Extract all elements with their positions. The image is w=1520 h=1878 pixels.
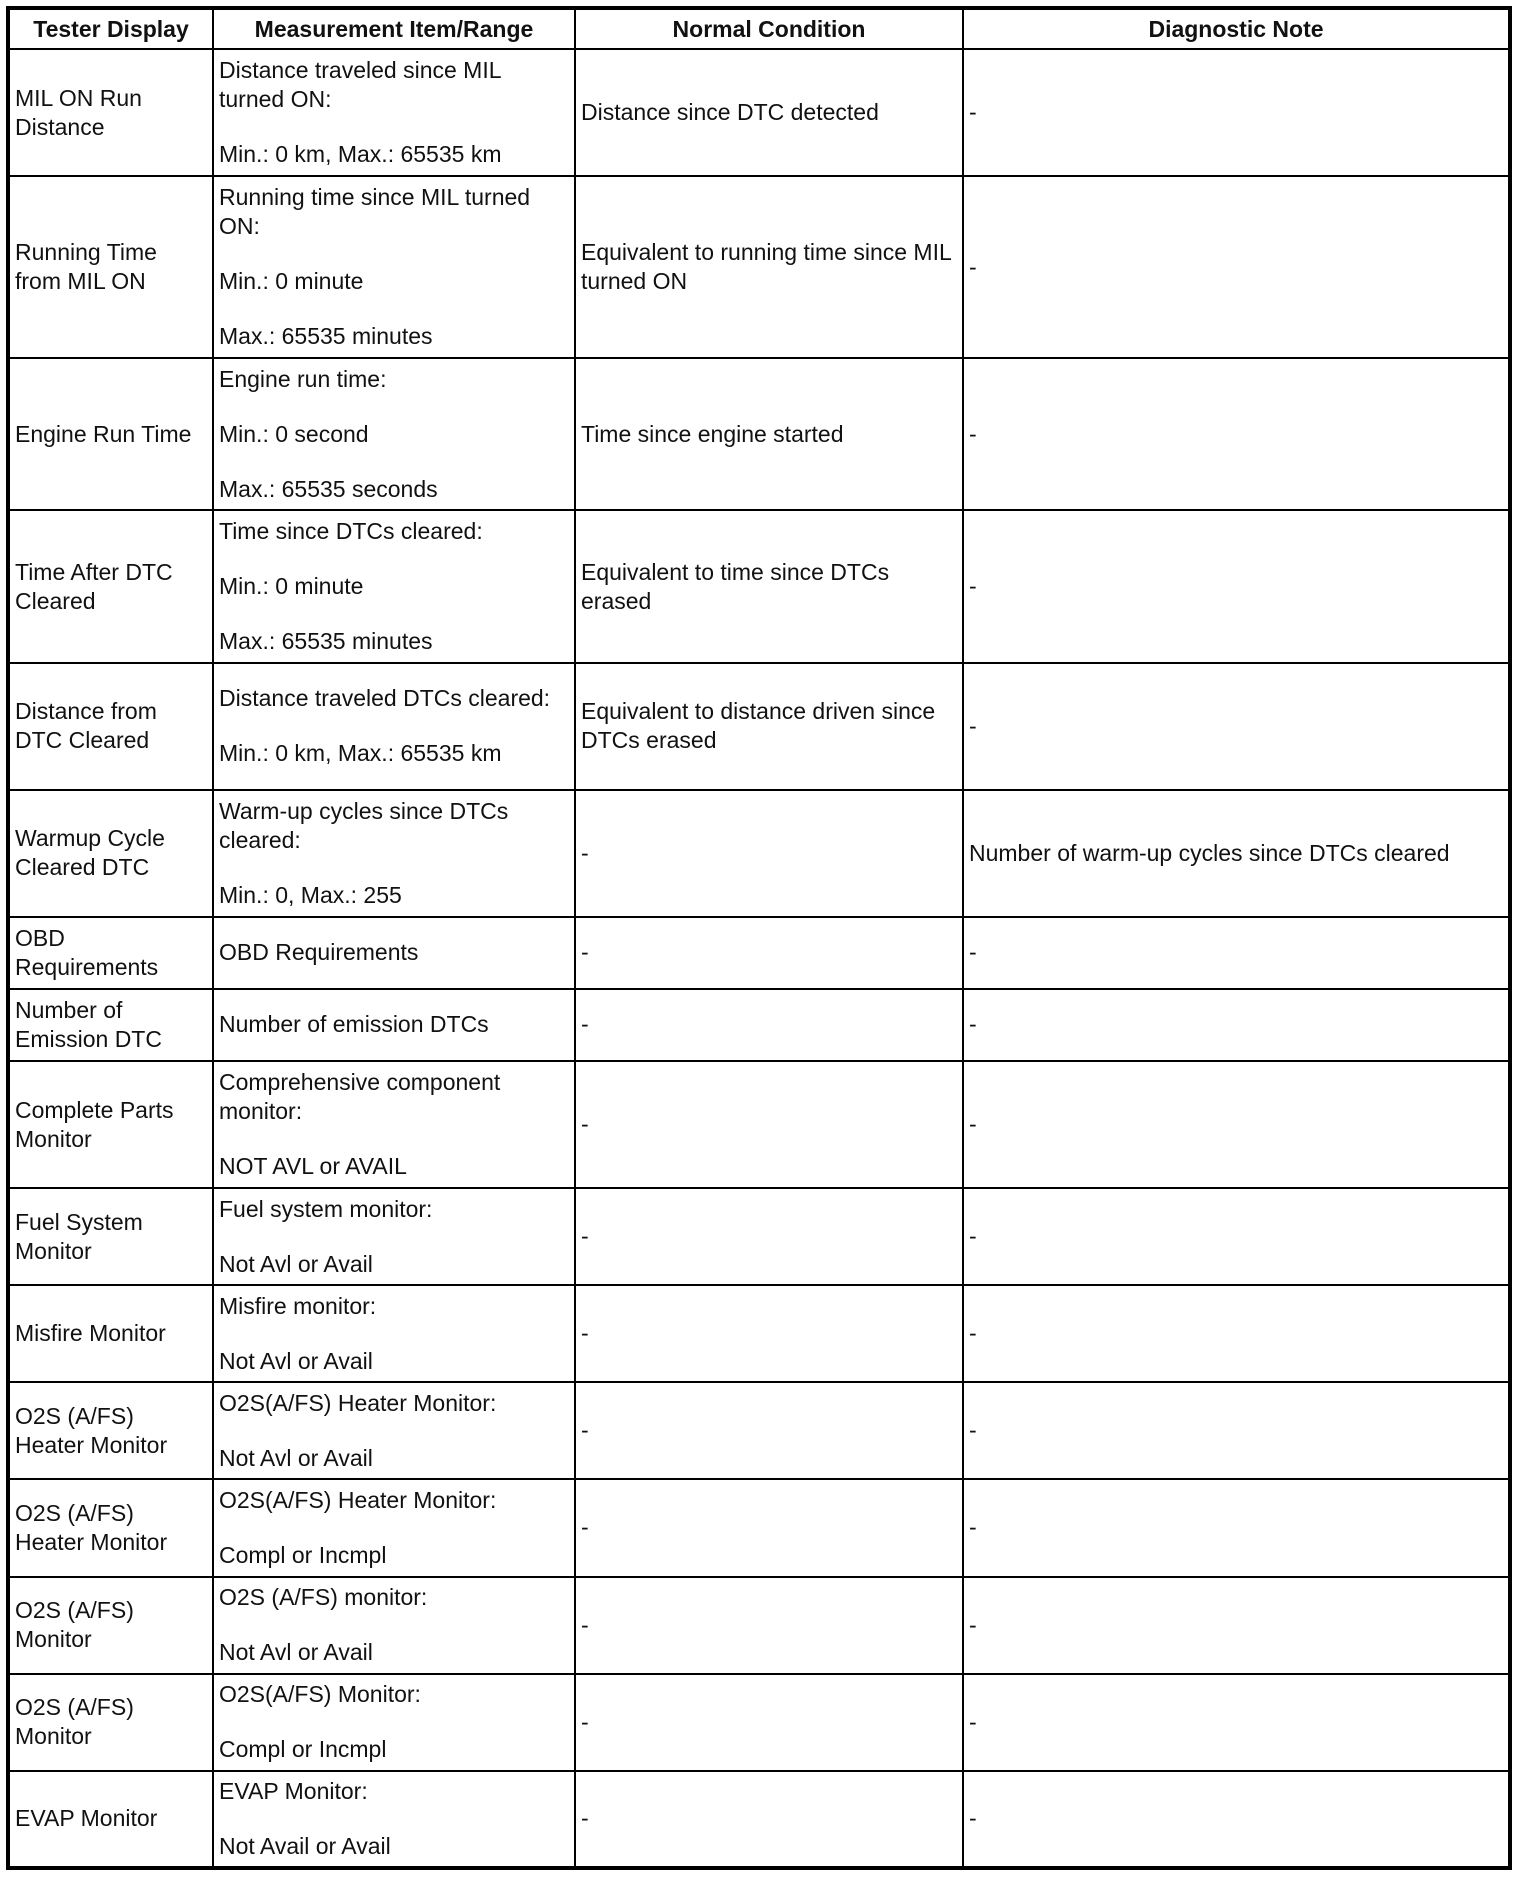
cell-measurement-range: [213, 1577, 575, 1674]
range-line: O2S (A/FS) monitor:: [219, 1584, 428, 1611]
range-line: Number of emission DTCs: [219, 1011, 489, 1038]
cell-measurement-range: [213, 790, 575, 917]
cell-tester-display: Complete Parts Monitor: [8, 1061, 213, 1188]
range-line: O2S(A/FS) Heater Monitor:: [219, 1486, 497, 1513]
range-line: Min.: 0 km, Max.: 65535 km: [219, 141, 502, 168]
cell-measurement-range: [213, 989, 575, 1061]
range-line: Compl or Incmpl: [219, 1541, 387, 1568]
cell-normal-condition: -: [575, 790, 963, 917]
range-line: Warm-up cycles since DTCs cleared:: [219, 797, 509, 853]
range-line: Not Avl or Avail: [219, 1347, 373, 1374]
table-row: [8, 510, 1510, 662]
header-tester-display: Tester Display: [8, 8, 213, 49]
cell-diagnostic-note: -: [963, 989, 1510, 1061]
cell-measurement-range: [213, 1771, 575, 1868]
table-row: [8, 1188, 1510, 1285]
cell-normal-condition: -: [575, 1285, 963, 1382]
table-row: [8, 1382, 1510, 1479]
range-line: Comprehensive component monitor:: [219, 1069, 501, 1125]
header-measurement-range: Measurement Item/Range: [213, 8, 575, 49]
cell-measurement-range: [213, 1382, 575, 1479]
document-page: [6, 6, 1508, 1870]
table-row: [8, 1285, 1510, 1382]
header-row: [8, 8, 1510, 49]
range-line: Max.: 65535 seconds: [219, 475, 438, 502]
cell-measurement-range: [213, 1061, 575, 1188]
table-row: [8, 917, 1510, 989]
cell-diagnostic-note: -: [963, 176, 1510, 358]
cell-tester-display: EVAP Monitor: [8, 1771, 213, 1868]
cell-diagnostic-note: -: [963, 663, 1510, 790]
data-list-table: [6, 6, 1512, 1870]
cell-diagnostic-note: -: [963, 49, 1510, 176]
cell-measurement-range: [213, 1188, 575, 1285]
table-row: [8, 790, 1510, 917]
range-line: Min.: 0 minute: [219, 268, 364, 295]
range-line: Min.: 0, Max.: 255: [219, 881, 402, 908]
cell-measurement-range: [213, 1674, 575, 1771]
table-row: [8, 1577, 1510, 1674]
cell-normal-condition: Equivalent to time since DTCs erased: [575, 510, 963, 662]
cell-measurement-range: [213, 510, 575, 662]
cell-measurement-range: [213, 1479, 575, 1576]
range-line: Misfire monitor:: [219, 1292, 377, 1319]
range-line: Distance traveled since MIL turned ON:: [219, 57, 501, 113]
table-row: [8, 358, 1510, 510]
table-row: [8, 176, 1510, 358]
cell-diagnostic-note: -: [963, 358, 1510, 510]
cell-diagnostic-note: Number of warm-up cycles since DTCs cleared: [963, 790, 1510, 917]
cell-diagnostic-note: -: [963, 1771, 1510, 1868]
cell-tester-display: Time After DTC Cleared: [8, 510, 213, 662]
cell-tester-display: OBD Requirements: [8, 917, 213, 989]
cell-tester-display: O2S (A/FS) Monitor: [8, 1577, 213, 1674]
range-line: Not Avl or Avail: [219, 1639, 373, 1666]
table-body: [8, 49, 1510, 1868]
cell-normal-condition: Distance since DTC detected: [575, 49, 963, 176]
table-row: [8, 1771, 1510, 1868]
range-line: Distance traveled DTCs cleared:: [219, 685, 551, 712]
range-line: Max.: 65535 minutes: [219, 628, 433, 655]
cell-tester-display: O2S (A/FS) Heater Monitor: [8, 1479, 213, 1576]
table-row: [8, 1674, 1510, 1771]
cell-measurement-range: [213, 663, 575, 790]
cell-normal-condition: -: [575, 1479, 963, 1576]
cell-measurement-range: [213, 358, 575, 510]
range-line: Running time since MIL turned ON:: [219, 184, 531, 240]
cell-tester-display: O2S (A/FS) Monitor: [8, 1674, 213, 1771]
cell-normal-condition: Equivalent to distance driven since DTCs erased: [575, 663, 963, 790]
cell-tester-display: Running Time from MIL ON: [8, 176, 213, 358]
cell-diagnostic-note: -: [963, 1061, 1510, 1188]
table-row: [8, 663, 1510, 790]
table-row: [8, 1061, 1510, 1188]
cell-measurement-range: [213, 49, 575, 176]
cell-tester-display: Misfire Monitor: [8, 1285, 213, 1382]
cell-tester-display: Fuel System Monitor: [8, 1188, 213, 1285]
range-line: OBD Requirements: [219, 939, 419, 966]
range-line: O2S(A/FS) Monitor:: [219, 1681, 421, 1708]
range-line: Not Avail or Avail: [219, 1832, 391, 1859]
cell-normal-condition: -: [575, 917, 963, 989]
cell-normal-condition: -: [575, 989, 963, 1061]
cell-normal-condition: -: [575, 1382, 963, 1479]
cell-diagnostic-note: -: [963, 1674, 1510, 1771]
cell-tester-display: Warmup Cycle Cleared DTC: [8, 790, 213, 917]
range-line: EVAP Monitor:: [219, 1777, 368, 1804]
range-line: Max.: 65535 minutes: [219, 323, 433, 350]
cell-measurement-range: [213, 176, 575, 358]
cell-normal-condition: -: [575, 1188, 963, 1285]
table-row: [8, 989, 1510, 1061]
table-row: [8, 1479, 1510, 1576]
cell-tester-display: Number of Emission DTC: [8, 989, 213, 1061]
range-line: Not Avl or Avail: [219, 1444, 373, 1471]
cell-normal-condition: Equivalent to running time since MIL turned ON: [575, 176, 963, 358]
cell-diagnostic-note: -: [963, 1479, 1510, 1576]
header-diagnostic-note: Diagnostic Note: [963, 8, 1510, 49]
range-line: Min.: 0 second: [219, 420, 369, 447]
range-line: Min.: 0 km, Max.: 65535 km: [219, 740, 502, 767]
header-normal-condition: Normal Condition: [575, 8, 963, 49]
cell-measurement-range: [213, 1285, 575, 1382]
cell-normal-condition: -: [575, 1674, 963, 1771]
cell-normal-condition: -: [575, 1061, 963, 1188]
cell-diagnostic-note: -: [963, 1188, 1510, 1285]
cell-measurement-range: [213, 917, 575, 989]
cell-tester-display: Distance from DTC Cleared: [8, 663, 213, 790]
cell-diagnostic-note: -: [963, 917, 1510, 989]
cell-diagnostic-note: -: [963, 1577, 1510, 1674]
table-row: [8, 49, 1510, 176]
cell-normal-condition: -: [575, 1771, 963, 1868]
range-line: Not Avl or Avail: [219, 1250, 373, 1277]
range-line: NOT AVL or AVAIL: [219, 1153, 407, 1180]
range-line: Compl or Incmpl: [219, 1736, 387, 1763]
cell-normal-condition: Time since engine started: [575, 358, 963, 510]
cell-tester-display: Engine Run Time: [8, 358, 213, 510]
range-line: Engine run time:: [219, 365, 387, 392]
cell-tester-display: O2S (A/FS) Heater Monitor: [8, 1382, 213, 1479]
cell-normal-condition: -: [575, 1577, 963, 1674]
cell-diagnostic-note: -: [963, 1382, 1510, 1479]
range-line: Fuel system monitor:: [219, 1195, 433, 1222]
range-line: Min.: 0 minute: [219, 573, 364, 600]
cell-diagnostic-note: -: [963, 1285, 1510, 1382]
cell-diagnostic-note: -: [963, 510, 1510, 662]
cell-tester-display: MIL ON Run Distance: [8, 49, 213, 176]
range-line: O2S(A/FS) Heater Monitor:: [219, 1389, 497, 1416]
range-line: Time since DTCs cleared:: [219, 518, 483, 545]
